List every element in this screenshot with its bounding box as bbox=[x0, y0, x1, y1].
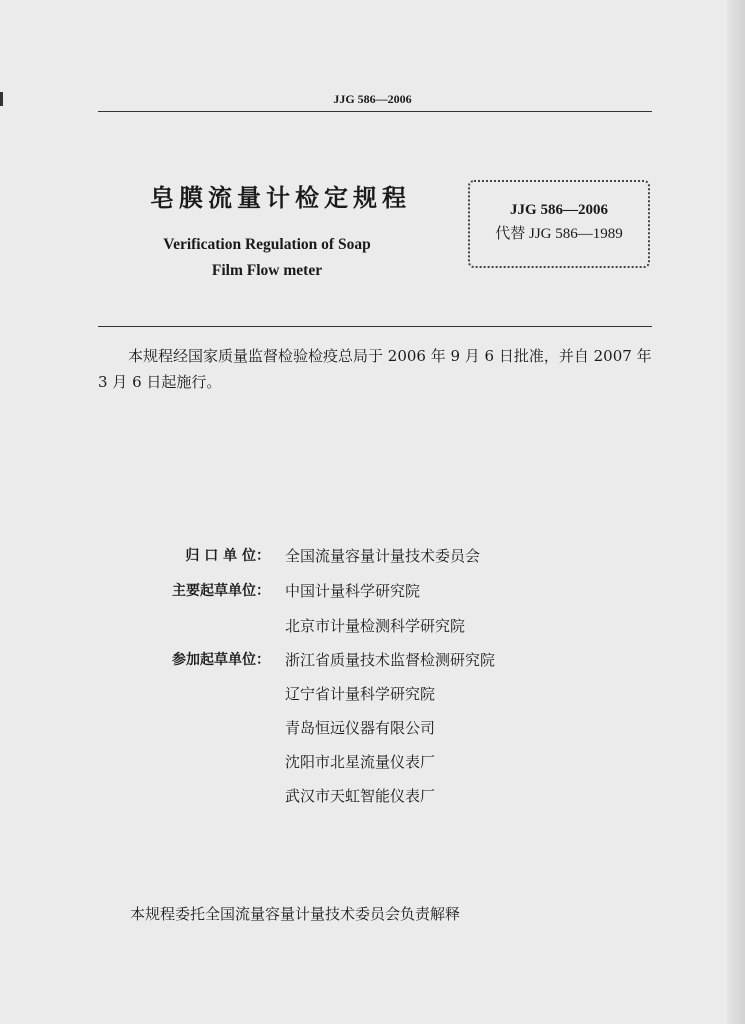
value-responsible-unit: 全国流量容量计量技术委员会 bbox=[285, 547, 481, 565]
title-english bbox=[152, 232, 382, 284]
value-participating-unit-3: 青岛恒远仪器有限公司 bbox=[285, 719, 436, 737]
section-rule bbox=[98, 326, 652, 327]
interpretation-note: 本规程委托全国流量容量计量技术委员会负责解释 bbox=[130, 905, 461, 923]
value-main-drafting-unit-2: 北京市计量检测科学研究院 bbox=[285, 617, 466, 635]
replaces-code: 代替 JJG 586—1989 bbox=[495, 226, 623, 242]
label-participating-unit: 参加起草单位： bbox=[172, 652, 270, 668]
value-participating-unit-1: 浙江省质量技术监督检测研究院 bbox=[285, 651, 496, 669]
standard-code: JJG 586—2006 bbox=[510, 202, 608, 218]
header-rule bbox=[98, 111, 652, 112]
value-participating-unit-5: 武汉市天虹智能仪表厂 bbox=[285, 787, 436, 805]
label-main-drafting-unit: 主要起草单位： bbox=[172, 583, 270, 599]
value-main-drafting-unit-1: 中国计量科学研究院 bbox=[285, 582, 421, 600]
value-participating-unit-2: 辽宁省计量科学研究院 bbox=[285, 685, 436, 703]
label-responsible-unit: 归 口 单 位： bbox=[185, 548, 270, 564]
value-participating-unit-4: 沈阳市北星流量仪表厂 bbox=[285, 753, 436, 771]
approval-statement: 本规程经国家质量监督检验检疫总局于 2006 年 9 月 6 日批准，并自 2007 年 3 月 6 日起施行。 bbox=[98, 347, 652, 391]
page-edge bbox=[727, 0, 745, 1024]
standard-code-box bbox=[468, 180, 650, 268]
title-english-line2: Film Flow meter bbox=[211, 262, 323, 279]
title-chinese: 皂膜流量计检定规程 bbox=[150, 184, 411, 212]
title-english-line1: Verification Regulation of Soap bbox=[163, 236, 371, 253]
header-standard-code: JJG 586—2006 bbox=[333, 92, 412, 106]
bleed-through-heading bbox=[330, 150, 438, 178]
